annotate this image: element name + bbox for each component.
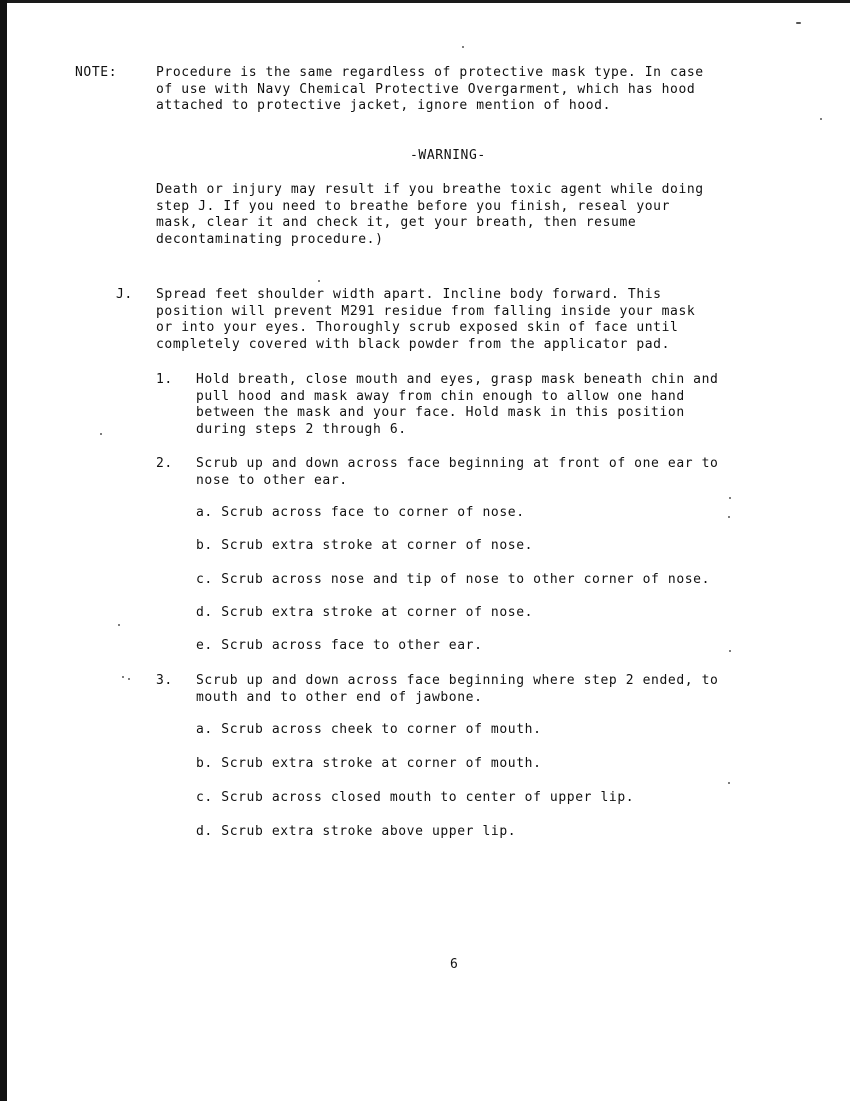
step-3-label: 3. — [156, 673, 173, 688]
scan-top-edge — [0, 0, 850, 3]
warning-line: Death or injury may result if you breathe toxic agent while doing — [156, 182, 704, 197]
scan-speck — [462, 46, 464, 48]
step-3-substep: d. Scrub extra stroke above upper lip. — [196, 824, 517, 839]
step-j-line: or into your eyes. Thoroughly scrub exposed skin of face until — [156, 320, 679, 335]
warning-line: step J. If you need to breathe before you finish, reseal your — [156, 198, 671, 214]
step-j-line: completely covered with black powder from the applicator pad. — [156, 336, 671, 352]
step-3-text — [196, 673, 718, 706]
step-j-line: position will prevent M291 residue from falling inside your mask — [156, 303, 696, 319]
note-text — [156, 65, 704, 115]
step-1-line: between the mask and your face. Hold mask in this position — [196, 405, 685, 420]
step-1-line: Hold breath, close mouth and eyes, grasp mask beneath chin and — [196, 372, 719, 387]
step-2-substep: e. Scrub across face to other ear. — [196, 638, 483, 653]
step-3-substep: c. Scrub across closed mouth to center of upper lip. — [196, 790, 635, 805]
scan-speck — [729, 650, 731, 652]
scan-speck — [128, 678, 130, 680]
scan-speck — [728, 782, 730, 784]
scan-speck — [796, 22, 801, 24]
note-line: of use with Navy Chemical Protective Overgarment, which has hood — [156, 81, 696, 97]
scan-left-edge — [0, 0, 7, 1101]
step-j-line: Spread feet shoulder width apart. Incline body forward. This — [156, 287, 662, 302]
note-label: NOTE: — [75, 65, 118, 80]
scan-speck — [729, 497, 731, 499]
step-2-substep: b. Scrub extra stroke at corner of nose. — [196, 538, 534, 553]
scan-speck — [118, 624, 120, 626]
step-2-text — [196, 456, 718, 489]
scan-speck — [820, 118, 822, 120]
step-3-substep: a. Scrub across cheek to corner of mouth. — [196, 722, 542, 737]
step-2-substep: c. Scrub across nose and tip of nose to other corner of nose. — [196, 572, 711, 587]
scan-speck — [318, 280, 320, 282]
step-1-line: pull hood and mask away from chin enough to allow one hand — [196, 388, 685, 404]
scan-speck — [122, 676, 124, 678]
step-1-line: during steps 2 through 6. — [196, 421, 407, 437]
step-j-label: J. — [116, 287, 133, 302]
page-number: 6 — [450, 957, 459, 972]
step-3-line: mouth and to other end of jawbone. — [196, 689, 483, 705]
step-2-line: nose to other ear. — [196, 472, 348, 488]
note-line: Procedure is the same regardless of protective mask type. In case — [156, 65, 704, 80]
warning-line: mask, clear it and check it, get your breath, then resume — [156, 215, 637, 230]
warning-heading: -WARNING- — [410, 148, 486, 163]
step-2-label: 2. — [156, 456, 173, 471]
scan-speck — [100, 433, 102, 435]
note-line: attached to protective jacket, ignore mention of hood. — [156, 98, 612, 113]
step-3-line: Scrub up and down across face beginning where step 2 ended, to — [196, 673, 719, 688]
step-1-label: 1. — [156, 372, 173, 387]
step-1-text — [196, 372, 718, 438]
step-2-substep: a. Scrub across face to corner of nose. — [196, 505, 525, 520]
warning-text — [156, 182, 704, 248]
step-2-substep: d. Scrub extra stroke at corner of nose. — [196, 605, 534, 620]
scan-speck — [728, 516, 730, 518]
step-3-substep: b. Scrub extra stroke at corner of mouth. — [196, 756, 542, 771]
step-j-text — [156, 287, 695, 353]
warning-line: decontaminating procedure.) — [156, 231, 384, 247]
step-2-line: Scrub up and down across face beginning at front of one ear to — [196, 456, 719, 471]
